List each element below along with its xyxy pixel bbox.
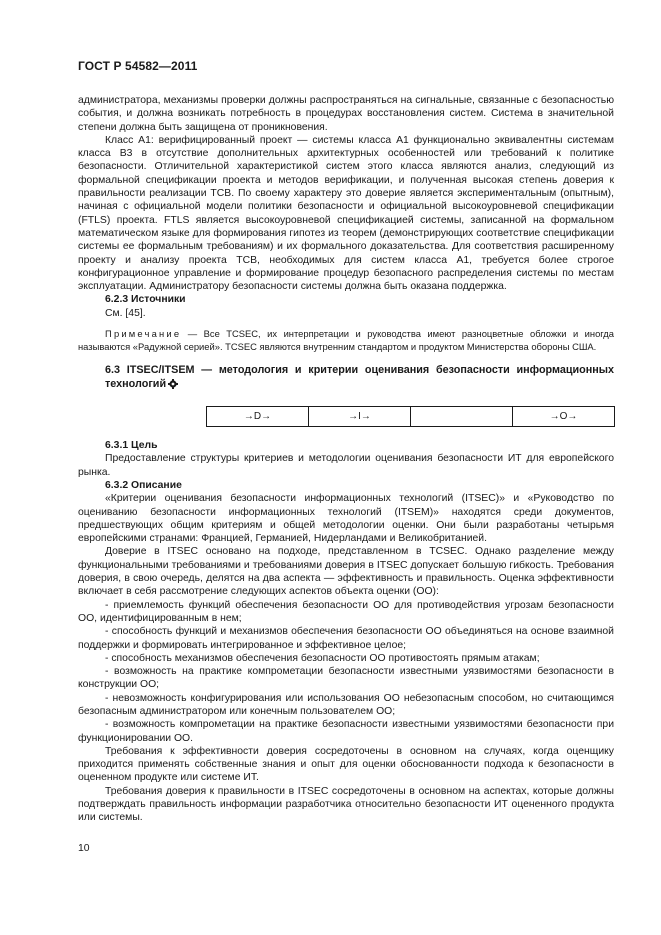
note-paragraph (78, 328, 614, 353)
document-header: ГОСТ Р 54582—2011 (78, 59, 198, 73)
flow-cell-d: →D→ (207, 407, 309, 426)
page-number: 10 (78, 843, 90, 854)
note-label: Примечание (105, 328, 182, 340)
list-item: - возможность компрометации на практике безопасности известными уязвимостями безопасности при функционировании ОО. (78, 719, 614, 744)
list-item: - способность функций и механизмов обеспечения безопасности ОО объединяться на основе взаимной поддержки и формировать интегрированное и эффективное целое; (78, 626, 614, 651)
section-heading-6-3 (78, 364, 614, 393)
note-text: — Все TCSEC, их интерпретации и руководства имеют разноцветные обложки и иногда называются «Радужной серией». TCSEC являются внутренним стандартом и продуктом Министерства обороны США. (78, 328, 614, 352)
flow-cell-empty (411, 407, 513, 426)
paragraph: администратора, механизмы проверки должны распространяться на сигнальные, связанные с безопасностью события, и должна возникать потребность в процедурах восстановления систем. Система в значительной степени должна быть защищена от проникновения. (78, 95, 614, 133)
list-item: - способность механизмов обеспечения безопасности ОО противостоять прямым атакам; (105, 652, 540, 664)
flow-cell-i: →I→ (309, 407, 411, 426)
paragraph: Доверие в ITSEC основано на подходе, представленном в TCSEC. Однако разделение между функциональными требованиями и требованиями доверия в ITSEC допускает большую гибкость. Требования доверия, в свою очередь, делятся на два аспекта — эффективность и правильность. Оценка эффективности включает в себя рассмотрение следующих аспектов объекта оценки (ОО): (78, 546, 614, 598)
flow-cell-o: →O→ (549, 410, 578, 422)
list-item: - возможность на практике компрометации безопасности известными уязвимостями безопасности в конструкции ОО; (78, 666, 614, 691)
paragraph: «Критерии оценивания безопасности информационных технологий (ITSEC)» и «Руководство по оцениванию безопасности информационных технологий (ITSEM)» находятся среди документов, предшествующих общим критериям и общей методологии оценки. Они были разработаны четырьмя европейскими странами: Францией, Германией, Нидерландами и Великобританией. (78, 493, 614, 545)
paragraph: Класс А1: верифицированный проект — системы класса А1 функционально эквивалентны системам класса В3 в отсутствие дополнительных архитектурных особенностей или требований к политике безопасности. Отличительной характеристикой систем этого класса являются анализ, следующий из формальной спецификации проекта и методов верификации, и полученная высокая степень доверия к правильности реализации ТСВ. По своему характеру это доверие является экспериментальным (опытным), начиная с официальной модели политики безопасности и официальной высокоуровневой спецификации (FTLS) проекта. FTLS является высокоуровневой спецификацией системы, записанной на формальном математическом языке для формирования гипотез из теорем (демонстрирующих соответствие спецификации системы ее формальным требованиям) и их формального доказательства. Для соответствия расширенному проекту и анализу проекта ТСВ, необходимых для систем класса А1, требуется более строгое конфигурационное управление и формирование процедур безопасного распределения системы по местам эксплуатации. Администратору безопасности системы должна быть оказана поддержка. (78, 134, 614, 293)
paragraph: Требования доверия к правильности в ITSEC сосредоточены в основном на аспектах, которые должны подтверждать правильность информации разработчика относительно безопасности ИТ оцененного продукта или системы. (78, 785, 614, 824)
paragraph: Требования к эффективности доверия сосредоточены в основном на случаях, когда оценщику приходится применять собственные знания и опыт для оценки обоснованности подхода к безопасности в оцененном продукте или системе ИТ. (78, 745, 614, 784)
process-flow-diagram (206, 406, 615, 427)
list-item: - невозможность конфигурирования или использования ОО небезопасным способом, но считающимся безопасным администратором или конечным пользователем ОО; (78, 692, 614, 717)
section-heading-6-3-1: 6.3.1 Цель (105, 440, 158, 452)
section-heading-text: 6.3 ITSEC/ITSEM — методология и критерии оценивания безопасности информационных технологий (105, 364, 614, 390)
gear-icon (168, 379, 178, 394)
section-heading-6-3-2: 6.3.2 Описание (105, 479, 182, 491)
list-item: - приемлемость функций обеспечения безопасности ОО для противодействия угрозам безопасности ОО, идентифицированным в нем; (78, 599, 614, 624)
document-body (78, 94, 614, 825)
reference-text: См. [45]. (105, 307, 146, 319)
paragraph: Предоставление структуры критериев и методологии оценивания безопасности ИТ для европейского рынка. (78, 453, 614, 478)
section-heading-6-2-3: 6.2.3 Источники (105, 294, 186, 306)
